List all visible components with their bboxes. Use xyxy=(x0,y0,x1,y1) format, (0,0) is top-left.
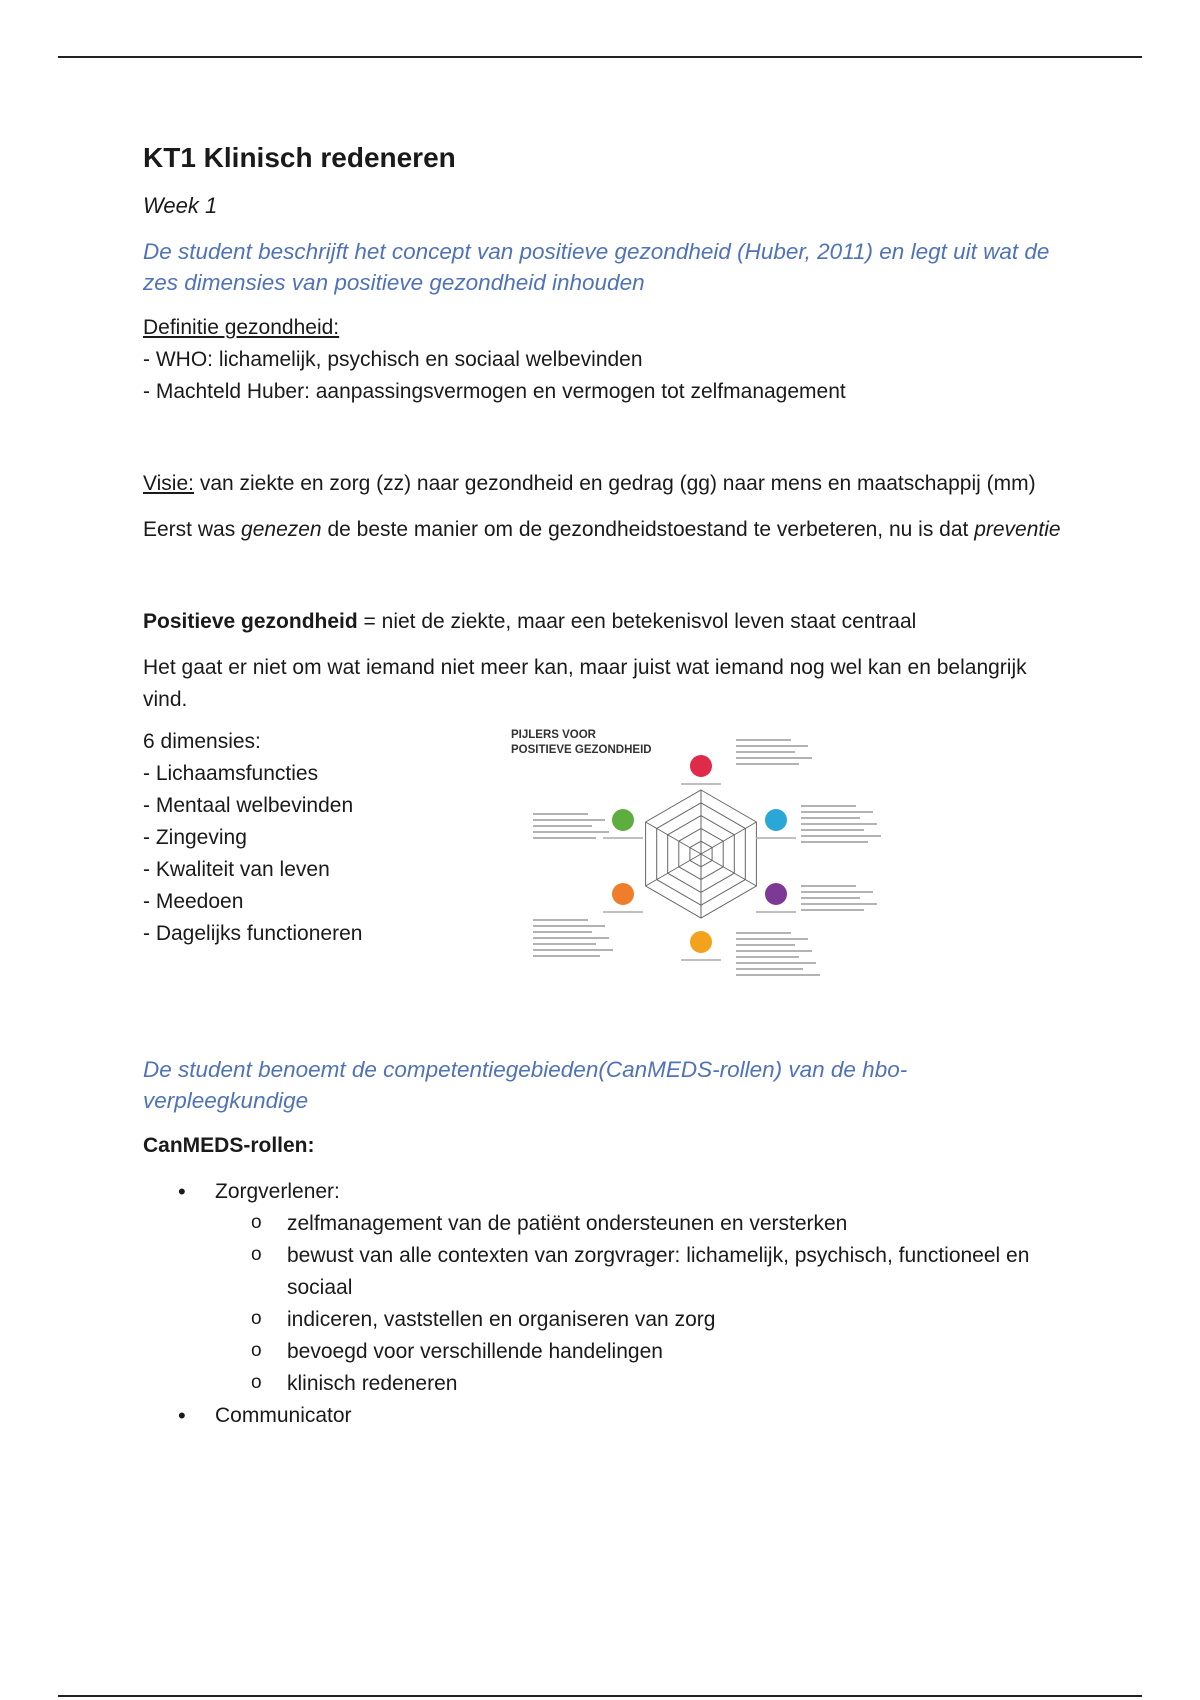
dimensie-item: - Lichaamsfuncties xyxy=(143,762,319,785)
definitie-heading: Definitie gezondheid: xyxy=(143,316,340,339)
eerst-preventie: preventie xyxy=(974,518,1061,541)
canmeds-sub-item: o zelfmanagement van de patiënt ondersteunen en versterken xyxy=(143,1208,1063,1240)
pillar-icon xyxy=(765,883,787,905)
canmeds-sub-item: o bewust van alle contexten van zorgvrager: lichamelijk, psychisch, functioneel en sociaal xyxy=(143,1240,1063,1304)
eerst-text-c: de beste manier om de gezondheidstoestand te verbeteren, nu is dat xyxy=(321,518,975,541)
canmeds-list xyxy=(143,1176,1063,1432)
definitie-huber: - Machteld Huber: aanpassingsvermogen en vermogen tot zelfmanagement xyxy=(143,380,846,403)
learning-goal-1: De student beschrijft het concept van positieve gezondheid (Huber, 2011) en legt uit wat de zes dimensies van positieve gezondheid inhouden xyxy=(143,239,1050,295)
positieve-gezondheid-term: Positieve gezondheid xyxy=(143,610,358,633)
visie-text: van ziekte en zorg (zz) naar gezondheid en gedrag (gg) naar mens en maatschappij (mm) xyxy=(193,472,1036,495)
dimensie-item: - Kwaliteit van leven xyxy=(143,858,330,881)
positieve-gezondheid-paragraph xyxy=(143,606,1063,638)
web-spoke xyxy=(701,822,756,854)
pillars-spider-chart xyxy=(511,728,941,1008)
pillars-diagram xyxy=(511,728,941,1008)
web-spoke xyxy=(646,822,701,854)
pillar-icon xyxy=(612,809,634,831)
pillar-icon xyxy=(690,931,712,953)
pillars-title-line2: POSITIEVE GEZONDHEID xyxy=(511,744,652,756)
dimensie-item: - Mentaal welbevinden xyxy=(143,794,354,817)
week-label: Week 1 xyxy=(143,193,218,218)
web-spoke xyxy=(701,854,756,886)
eerst-genezen: genezen xyxy=(241,518,322,541)
canmeds-role xyxy=(143,1176,1063,1400)
positieve-gezondheid-rest: = niet de ziekte, maar een betekenisvol leven staat centraal xyxy=(357,610,917,633)
dimensie-item: - Zingeving xyxy=(143,826,247,849)
header-rule xyxy=(58,56,1142,58)
document-title: KT1 Klinisch redeneren xyxy=(143,142,456,173)
footer-rule xyxy=(58,1695,1142,1697)
canmeds-role xyxy=(143,1400,1063,1432)
het-gaat-paragraph: Het gaat er niet om wat iemand niet meer kan, maar juist wat iemand nog wel kan en belangrijk vind. xyxy=(143,656,1027,711)
dimensie-item: - Meedoen xyxy=(143,890,244,913)
definitie-who: - WHO: lichamelijk, psychisch en sociaal welbevinden xyxy=(143,348,643,371)
canmeds-heading-text: CanMEDS-rollen: xyxy=(143,1134,315,1157)
visie-paragraph xyxy=(143,468,1063,500)
document-body xyxy=(143,140,1063,1432)
canmeds-role-label: Communicator xyxy=(215,1404,352,1427)
web-spoke xyxy=(646,854,701,886)
pillar-icon xyxy=(690,755,712,777)
eerst-paragraph xyxy=(143,514,1063,546)
pillars-title-line1: PIJLERS VOOR xyxy=(511,729,596,741)
visie-label: Visie: xyxy=(143,472,194,495)
canmeds-sub-item: o indiceren, vaststellen en organiseren van zorg xyxy=(143,1304,1063,1336)
dimensies-list xyxy=(143,726,362,950)
canmeds-heading xyxy=(143,1130,1063,1162)
canmeds-sub-item: o bevoegd voor verschillende handelingen xyxy=(143,1336,1063,1368)
dimensie-item: - Dagelijks functioneren xyxy=(143,922,363,945)
pillar-icon xyxy=(612,883,634,905)
canmeds-sub-item: o klinisch redeneren xyxy=(143,1368,1063,1400)
eerst-text-a: Eerst was xyxy=(143,518,242,541)
learning-goal-2: De student benoemt de competentiegebieden(CanMEDS-rollen) van de hbo-verpleegkundige xyxy=(143,1057,908,1113)
pillar-icon xyxy=(765,809,787,831)
dimensies-section xyxy=(143,726,1063,1026)
pillars-title xyxy=(511,728,652,758)
canmeds-role-label: Zorgverlener: xyxy=(215,1180,340,1203)
canmeds-sublist xyxy=(215,1208,1063,1400)
dimensies-heading: 6 dimensies: xyxy=(143,730,261,753)
